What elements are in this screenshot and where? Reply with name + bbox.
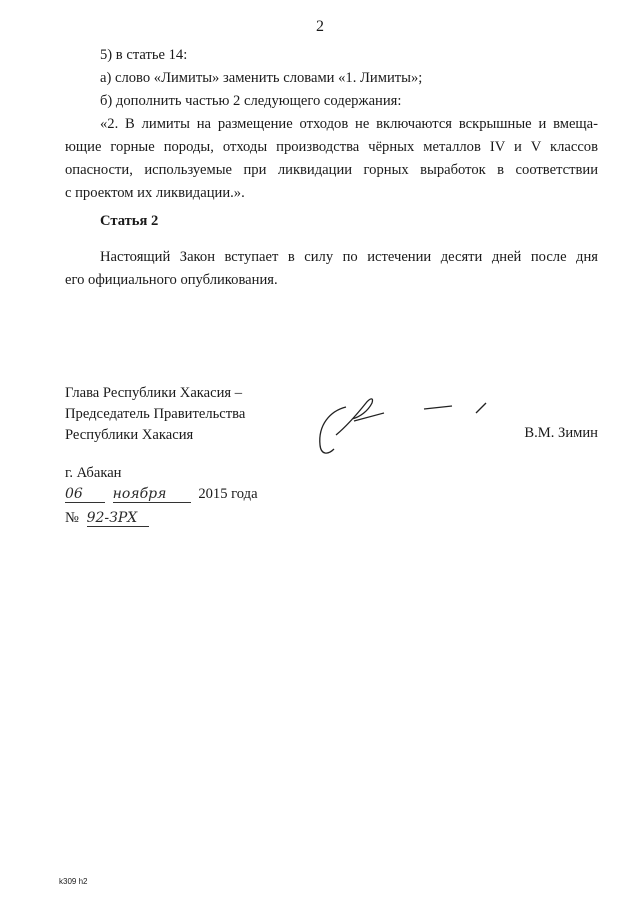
amendment-item-5: 5) в статье 14: xyxy=(100,47,188,63)
footer-code: k309 h2 xyxy=(59,877,88,886)
quote-line: опасности, используемые при ликвидации горных выработок в соответствии xyxy=(65,162,598,178)
signatory-title-line: Председатель Правительства xyxy=(65,406,246,422)
law-number xyxy=(65,510,149,527)
number-value: 92-ЗРХ xyxy=(87,510,149,527)
article-text-line: его официального опубликования. xyxy=(65,272,278,288)
number-label: № xyxy=(65,510,79,526)
date-year: 2015 года xyxy=(198,486,258,502)
quote-line: с проектом их ликвидации.». xyxy=(65,185,245,201)
quote-line: ющие горные породы, отходы производства чёрных металлов IV и V классов xyxy=(65,139,598,155)
amendment-block xyxy=(65,44,598,205)
amendment-item-b: б) дополнить частью 2 следующего содержания: xyxy=(100,93,402,109)
handwritten-signature xyxy=(300,385,500,460)
date-month: ноября xyxy=(113,486,191,503)
signing-date xyxy=(65,486,258,503)
signatory-name: В.М. Зимин xyxy=(524,425,598,441)
article-body xyxy=(65,246,598,292)
quote-line: «2. В лимиты на размещение отходов не включаются вскрышные и вмеща- xyxy=(100,116,598,132)
article-text-line: Настоящий Закон вступает в силу по истечении десяти дней после дня xyxy=(100,249,598,265)
signatory-title-line: Республики Хакасия xyxy=(65,427,194,443)
signatory-title-line: Глава Республики Хакасия – xyxy=(65,385,243,401)
date-day: 06 xyxy=(65,486,105,503)
signatory-title xyxy=(65,383,245,446)
page-number: 2 xyxy=(316,18,324,35)
amendment-item-a: а) слово «Лимиты» заменить словами «1. Лимиты»; xyxy=(100,70,423,86)
article-heading: Статья 2 xyxy=(100,213,159,229)
city: г. Абакан xyxy=(65,465,122,481)
